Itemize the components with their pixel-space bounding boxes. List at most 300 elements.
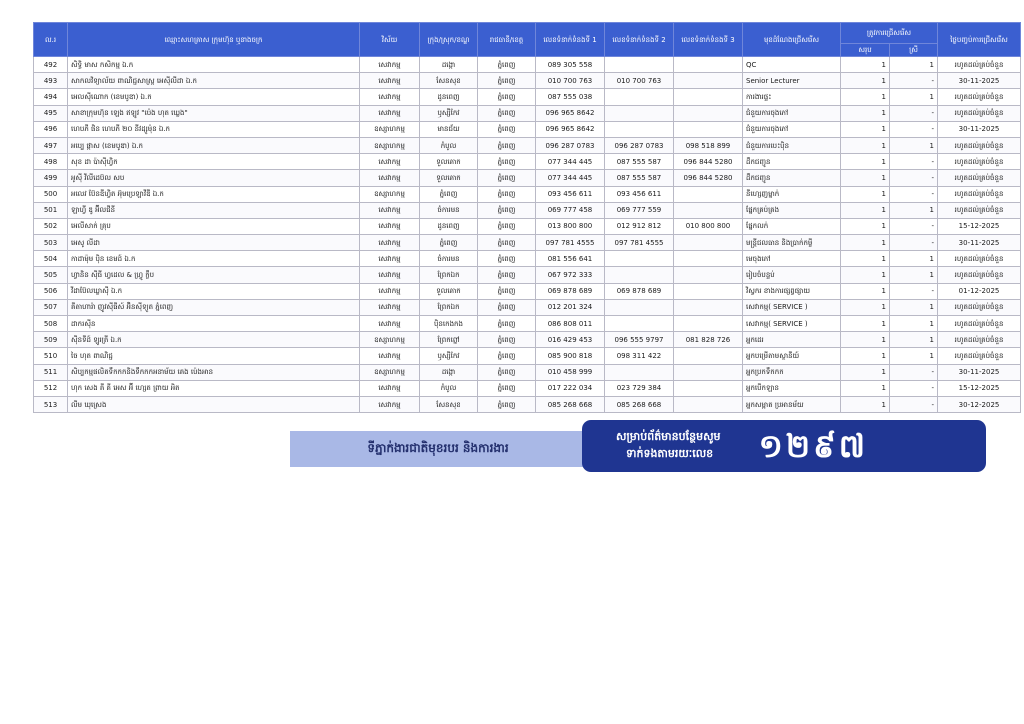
cell-phone-3: 010 800 800 [674, 218, 743, 234]
cell-female-count: 1 [890, 299, 938, 315]
cell-total-count: 1 [841, 154, 890, 170]
cell-deadline: 15-12-2025 [938, 380, 1021, 396]
table-row [34, 316, 1021, 332]
table-row [34, 186, 1021, 202]
cell-company-name: សាខាក្រុមហ៊ុន ឡេង ឥឡូវ "ប៉េង ហុត ឃ្លេង" [68, 105, 360, 121]
header-phone1: លេខទំនាក់ទំនងទី 1 [536, 23, 605, 57]
hotline-caption-line2: ទាក់ទងតាមរយៈលេខ [626, 447, 714, 460]
cell-female-count: - [890, 105, 938, 121]
cell-total-count: 1 [841, 348, 890, 364]
cell-row-no: 496 [34, 121, 68, 137]
cell-position: មេចុងភៅ [743, 251, 841, 267]
cell-phone-2 [605, 316, 674, 332]
cell-district: មានជ័យ [420, 121, 478, 137]
cell-total-count: 1 [841, 121, 890, 137]
cell-row-no: 494 [34, 89, 68, 105]
cell-deadline: រហូតដល់គ្រប់ចំនួន [938, 170, 1021, 186]
cell-province: ភ្នំពេញ [478, 235, 536, 251]
table-header [34, 23, 1021, 57]
cell-phone-1: 085 268 668 [536, 396, 605, 412]
cell-female-count: 1 [890, 267, 938, 283]
cell-phone-2: 097 781 4555 [605, 235, 674, 251]
cell-total-count: 1 [841, 202, 890, 218]
cell-female-count: 1 [890, 89, 938, 105]
cell-row-no: 500 [34, 186, 68, 202]
cell-phone-1: 096 287 0783 [536, 137, 605, 153]
cell-district: ព្រែកឯក [420, 299, 478, 315]
table-row [34, 267, 1021, 283]
cell-company-name: សុខ ដា ប៉ាស៊ីហ្វិក [68, 154, 360, 170]
cell-phone-3 [674, 121, 743, 137]
cell-deadline: រហូតដល់គ្រប់ចំនួន [938, 267, 1021, 283]
cell-total-count: 1 [841, 283, 890, 299]
header-province: រាជធានី/ខេត្ត [478, 23, 536, 57]
cell-sector: សេវាកម្ម [360, 73, 420, 89]
cell-deadline: 30-12-2025 [938, 396, 1021, 412]
cell-province: ភ្នំពេញ [478, 251, 536, 267]
cell-position: រៀបចំបន្ទប់ [743, 267, 841, 283]
cell-deadline: រហូតដល់គ្រប់ចំនួន [938, 299, 1021, 315]
cell-district: ទួលគោក [420, 170, 478, 186]
cell-phone-3 [674, 57, 743, 73]
table-body [34, 57, 1021, 413]
cell-district: ចំការមន [420, 202, 478, 218]
cell-deadline: រហូតដល់គ្រប់ចំនួន [938, 348, 1021, 364]
cell-row-no: 505 [34, 267, 68, 283]
cell-phone-2: 098 311 422 [605, 348, 674, 364]
cell-company-name: ដាករស៊ីន [68, 316, 360, 332]
cell-company-name: លីម ឃុស្រេង [68, 396, 360, 412]
cell-row-no: 511 [34, 364, 68, 380]
cell-female-count: - [890, 154, 938, 170]
cell-sector: សេវាកម្ម [360, 299, 420, 315]
cell-total-count: 1 [841, 251, 890, 267]
cell-deadline: 30-11-2025 [938, 235, 1021, 251]
cell-phone-2: 069 777 559 [605, 202, 674, 218]
cell-province: ភ្នំពេញ [478, 316, 536, 332]
cell-company-name: អប្បេ ផ្កាស (ខេមបូឌា) ឯ.ក [68, 137, 360, 153]
cell-phone-3 [674, 380, 743, 396]
cell-phone-3 [674, 316, 743, 332]
cell-deadline: រហូតដល់គ្រប់ចំនួន [938, 316, 1021, 332]
table-row [34, 57, 1021, 73]
cell-deadline: រហូតដល់គ្រប់ចំនួន [938, 57, 1021, 73]
cell-province: ភ្នំពេញ [478, 121, 536, 137]
cell-province: ភ្នំពេញ [478, 105, 536, 121]
cell-district: ទួលគោក [420, 154, 478, 170]
cell-female-count: 1 [890, 251, 938, 267]
cell-female-count: - [890, 283, 938, 299]
header-company: ឈ្មោះសហគ្រាស ក្រុមហ៊ុន ឬនាងចក្រ [68, 23, 360, 57]
table-row [34, 73, 1021, 89]
cell-row-no: 497 [34, 137, 68, 153]
cell-deadline: រហូតដល់គ្រប់ចំនួន [938, 137, 1021, 153]
cell-province: ភ្នំពេញ [478, 299, 536, 315]
cell-row-no: 512 [34, 380, 68, 396]
cell-total-count: 1 [841, 218, 890, 234]
cell-female-count: - [890, 218, 938, 234]
cell-total-count: 1 [841, 73, 890, 89]
table-row [34, 121, 1021, 137]
cell-sector: ឧស្សាហកម្ម [360, 332, 420, 348]
header-needed: ត្រូវការជ្រើសរើស [841, 23, 938, 44]
cell-row-no: 493 [34, 73, 68, 89]
cell-phone-1: 097 781 4555 [536, 235, 605, 251]
cell-province: ភ្នំពេញ [478, 57, 536, 73]
cell-sector: ឧស្សាហកម្ម [360, 364, 420, 380]
cell-phone-2 [605, 299, 674, 315]
table-row [34, 137, 1021, 153]
cell-female-count: - [890, 380, 938, 396]
cell-phone-1: 010 458 999 [536, 364, 605, 380]
cell-phone-3 [674, 267, 743, 283]
cell-female-count: 1 [890, 332, 938, 348]
cell-phone-2: 087 555 587 [605, 170, 674, 186]
cell-position: សេវាកម្ម( SERVICE ) [743, 316, 841, 332]
cell-position: QC [743, 57, 841, 73]
cell-district: ព្រែកឯក [420, 267, 478, 283]
cell-phone-2: 012 912 812 [605, 218, 674, 234]
cell-company-name: អេសូ លីដា [68, 235, 360, 251]
cell-phone-2: 087 555 587 [605, 154, 674, 170]
cell-phone-3 [674, 73, 743, 89]
cell-female-count: - [890, 364, 938, 380]
cell-province: ភ្នំពេញ [478, 396, 536, 412]
cell-sector: សេវាកម្ម [360, 396, 420, 412]
cell-row-no: 506 [34, 283, 68, 299]
cell-company-name: អេលស៊ីណោក (ខេមបូឌា) ឯ.ក [68, 89, 360, 105]
table-row [34, 396, 1021, 412]
cell-position: នីហ្សេញម្នាក់ [743, 186, 841, 202]
cell-phone-1: 013 800 800 [536, 218, 605, 234]
cell-row-no: 513 [34, 396, 68, 412]
cell-phone-3 [674, 235, 743, 251]
cell-position: ដឹកជញ្ជូន [743, 170, 841, 186]
cell-sector: ឧស្សាហកម្ម [360, 137, 420, 153]
cell-district: ទួលគោក [420, 283, 478, 299]
cell-phone-3: 098 518 899 [674, 137, 743, 153]
job-vacancy-table [33, 22, 1021, 413]
cell-total-count: 1 [841, 267, 890, 283]
cell-district: កំបូល [420, 380, 478, 396]
cell-province: ភ្នំពេញ [478, 137, 536, 153]
cell-deadline: រហូតដល់គ្រប់ចំនួន [938, 332, 1021, 348]
cell-phone-3: 096 844 5280 [674, 170, 743, 186]
cell-sector: សេវាកម្ម [360, 348, 420, 364]
cell-position: ជំនួយការបេះប៉ិន [743, 137, 841, 153]
hotline-number[interactable]: ១២៩៧ [758, 427, 868, 465]
cell-district: កំបូល [420, 137, 478, 153]
cell-phone-3: 096 844 5280 [674, 154, 743, 170]
cell-deadline: 15-12-2025 [938, 218, 1021, 234]
table-row [34, 380, 1021, 396]
cell-deadline: រហូតដល់គ្រប់ចំនួន [938, 154, 1021, 170]
cell-phone-2 [605, 121, 674, 137]
cell-total-count: 1 [841, 57, 890, 73]
cell-company-name: ឡាហ្វី ឌូ អ៊ីលជីនី [68, 202, 360, 218]
cell-row-no: 492 [34, 57, 68, 73]
cell-phone-1: 069 777 458 [536, 202, 605, 218]
cell-position: ផ្នែកលក់ [743, 218, 841, 234]
cell-row-no: 495 [34, 105, 68, 121]
cell-district: ដូនពេញ [420, 218, 478, 234]
cell-deadline: 30-11-2025 [938, 73, 1021, 89]
table-row [34, 251, 1021, 267]
cell-phone-1: 067 972 333 [536, 267, 605, 283]
cell-row-no: 503 [34, 235, 68, 251]
cell-total-count: 1 [841, 186, 890, 202]
cell-company-name: អលេវ ប៊ែនឌីហ្វិត អ៊ុមប្រេឡាវីឌី ឯ.ក [68, 186, 360, 202]
cell-company-name: ចៃ ហុត ពាណិជ្ជ [68, 348, 360, 364]
header-deadline: ថ្ងៃបញ្ចប់ការជ្រើសរើស [938, 23, 1021, 57]
cell-total-count: 1 [841, 105, 890, 121]
cell-row-no: 509 [34, 332, 68, 348]
cell-female-count: - [890, 73, 938, 89]
cell-phone-1: 085 900 818 [536, 348, 605, 364]
cell-phone-2 [605, 267, 674, 283]
cell-phone-2 [605, 89, 674, 105]
cell-province: ភ្នំពេញ [478, 348, 536, 364]
table-row [34, 202, 1021, 218]
table-row [34, 364, 1021, 380]
cell-company-name: ស៊ីនទីដ៍ ឡូរត្រី ឯ.ក [68, 332, 360, 348]
cell-female-count: - [890, 396, 938, 412]
table-row [34, 348, 1021, 364]
cell-province: ភ្នំពេញ [478, 364, 536, 380]
cell-phone-3 [674, 364, 743, 380]
table-row [34, 299, 1021, 315]
cell-row-no: 502 [34, 218, 68, 234]
cell-deadline: 30-11-2025 [938, 121, 1021, 137]
header-phone3: លេខទំនាក់ទំនងទី 3 [674, 23, 743, 57]
cell-phone-1: 069 878 689 [536, 283, 605, 299]
cell-deadline: 01-12-2025 [938, 283, 1021, 299]
cell-province: ភ្នំពេញ [478, 202, 536, 218]
cell-total-count: 1 [841, 299, 890, 315]
cell-deadline: រហូតដល់គ្រប់ចំនួន [938, 105, 1021, 121]
cell-position: ផ្នែកគ្រប់គ្រង [743, 202, 841, 218]
cell-company-name: អូស៊ី វីលីដេប៊ល សប [68, 170, 360, 186]
cell-district: ឫស្សីកែវ [420, 105, 478, 121]
cell-province: ភ្នំពេញ [478, 380, 536, 396]
cell-district: ភ្នំពេញ [420, 235, 478, 251]
cell-female-count: 1 [890, 137, 938, 153]
cell-phone-2: 085 268 668 [605, 396, 674, 412]
cell-company-name: កាដាម៉ុម ប៉ិន ខេមដ៍ ឯ.ក [68, 251, 360, 267]
cell-phone-1: 087 555 038 [536, 89, 605, 105]
cell-row-no: 499 [34, 170, 68, 186]
cell-phone-1: 096 965 8642 [536, 121, 605, 137]
cell-province: ភ្នំពេញ [478, 154, 536, 170]
cell-phone-3 [674, 283, 743, 299]
cell-position: Senior Lecturer [743, 73, 841, 89]
cell-sector: សេវាកម្ម [360, 202, 420, 218]
cell-female-count: - [890, 121, 938, 137]
cell-phone-2 [605, 364, 674, 380]
cell-total-count: 1 [841, 380, 890, 396]
table-row [34, 105, 1021, 121]
cell-phone-3 [674, 299, 743, 315]
cell-phone-3 [674, 251, 743, 267]
cell-phone-2 [605, 105, 674, 121]
table-row [34, 332, 1021, 348]
header-phone2: លេខទំនាក់ទំនងទី 2 [605, 23, 674, 57]
cell-sector: សេវាកម្ម [360, 267, 420, 283]
job-table-sheet [33, 22, 1008, 413]
cell-province: ភ្នំពេញ [478, 332, 536, 348]
cell-deadline: រហូតដល់គ្រប់ចំនួន [938, 251, 1021, 267]
cell-total-count: 1 [841, 316, 890, 332]
table-row [34, 235, 1021, 251]
cell-phone-1: 089 305 558 [536, 57, 605, 73]
cell-phone-3 [674, 105, 743, 121]
cell-sector: ឧស្សាហកម្ម [360, 121, 420, 137]
cell-position: អ្នកដេរ [743, 332, 841, 348]
cell-phone-3 [674, 396, 743, 412]
cell-sector: សេវាកម្ម [360, 89, 420, 105]
header-total: សរុប [841, 44, 890, 57]
cell-female-count: 1 [890, 202, 938, 218]
cell-sector: សេវាកម្ម [360, 105, 420, 121]
cell-district: ដូនពេញ [420, 89, 478, 105]
cell-position: សេវាកម្ម( SERVICE ) [743, 299, 841, 315]
table-row [34, 218, 1021, 234]
cell-district: ប៉ិនកេងកង [420, 316, 478, 332]
table-row [34, 154, 1021, 170]
header-sector: វិស័យ [360, 23, 420, 57]
cell-phone-1: 081 556 641 [536, 251, 605, 267]
cell-company-name: ហុក សេង គី គី អេស អ៊ី ហ្សេត ព្រាយ អិត [68, 380, 360, 396]
cell-sector: សេវាកម្ម [360, 170, 420, 186]
cell-deadline: រហូតដល់គ្រប់ចំនួន [938, 89, 1021, 105]
cell-phone-1: 077 344 445 [536, 170, 605, 186]
table-row [34, 89, 1021, 105]
table-row [34, 283, 1021, 299]
cell-sector: សេវាកម្ម [360, 154, 420, 170]
cell-phone-3 [674, 202, 743, 218]
cell-company-name: សិទ្ធិ មាស កសិកម្ម ឯ.ក [68, 57, 360, 73]
cell-position: វិស្វករ ខាងការផ្សព្វផ្សាយ [743, 283, 841, 299]
cell-female-count: - [890, 170, 938, 186]
cell-position: ជំនួយការចុងភៅ [743, 105, 841, 121]
cell-phone-2: 010 700 763 [605, 73, 674, 89]
cell-female-count: - [890, 186, 938, 202]
header-position: មុខដំណែងជ្រើសរើស [743, 23, 841, 57]
cell-sector: សេវាកម្ម [360, 235, 420, 251]
cell-sector: សេវាកម្ម [360, 251, 420, 267]
cell-sector: ឧស្សាហកម្ម [360, 186, 420, 202]
cell-province: ភ្នំពេញ [478, 73, 536, 89]
cell-sector: សេវាកម្ម [360, 57, 420, 73]
cell-total-count: 1 [841, 170, 890, 186]
cell-district: ភ្នំពេញ [420, 186, 478, 202]
cell-phone-2: 023 729 384 [605, 380, 674, 396]
cell-position: អ្នកបម្រើតាមស្ថានីយ៍ [743, 348, 841, 364]
cell-province: ភ្នំពេញ [478, 89, 536, 105]
cell-phone-1: 096 965 8642 [536, 105, 605, 121]
cell-company-name: ហ្វានិន ស៊ីធី ហ្វដេល & ហ្វ្រូ ក្លឹប [68, 267, 360, 283]
cell-sector: សេវាកម្ម [360, 316, 420, 332]
header-no: ល.រ [34, 23, 68, 57]
cell-district: ចំការមន [420, 251, 478, 267]
cell-total-count: 1 [841, 396, 890, 412]
cell-phone-2: 093 456 611 [605, 186, 674, 202]
cell-district: ដង្កោ [420, 364, 478, 380]
cell-phone-1: 093 456 611 [536, 186, 605, 202]
cell-total-count: 1 [841, 364, 890, 380]
cell-row-no: 507 [34, 299, 68, 315]
cell-province: ភ្នំពេញ [478, 283, 536, 299]
cell-total-count: 1 [841, 137, 890, 153]
cell-phone-2: 069 878 689 [605, 283, 674, 299]
cell-phone-1: 077 344 445 [536, 154, 605, 170]
cell-sector: សេវាកម្ម [360, 218, 420, 234]
header-female: ស្រី [890, 44, 938, 57]
cell-total-count: 1 [841, 235, 890, 251]
cell-phone-1: 017 222 034 [536, 380, 605, 396]
cell-phone-3 [674, 89, 743, 105]
cell-female-count: 1 [890, 316, 938, 332]
cell-sector: សេវាកម្ម [360, 380, 420, 396]
cell-phone-2: 096 555 9797 [605, 332, 674, 348]
cell-row-no: 510 [34, 348, 68, 364]
cell-district: ឫស្សីកែវ [420, 348, 478, 364]
cell-company-name: ហេបភី ផិន ហេបភី ២០ នីវដ្សូម៉ុន ឯ.ក [68, 121, 360, 137]
table-row [34, 170, 1021, 186]
cell-phone-1: 012 201 324 [536, 299, 605, 315]
cell-company-name: គីតាហារ៉ា ញូវស៊ីធីស៍ អ៊ិនស៊ីទ្យូត ភ្នំពេញ [68, 299, 360, 315]
cell-position: អ្នកបើកឡាន [743, 380, 841, 396]
agency-name: ទីភ្នាក់ងារជាតិមុខរបរ និងការងារ [367, 441, 509, 455]
cell-position: ការងារផ្ទះ [743, 89, 841, 105]
cell-position: ជំនួយការចុងភៅ [743, 121, 841, 137]
cell-company-name: សាកលវិទ្យាល័យ ពាណិជ្ជសាស្ត្រ អេស៊ីលីដា ឯ.ក [68, 73, 360, 89]
cell-phone-1: 016 429 453 [536, 332, 605, 348]
cell-phone-2 [605, 57, 674, 73]
cell-female-count: 1 [890, 57, 938, 73]
cell-province: ភ្នំពេញ [478, 218, 536, 234]
cell-phone-2 [605, 251, 674, 267]
cell-position: ដឹកជញ្ជូន [743, 154, 841, 170]
cell-district: ដង្កោ [420, 57, 478, 73]
cell-district: ព្រែកព្នៅ [420, 332, 478, 348]
cell-total-count: 1 [841, 89, 890, 105]
cell-phone-3 [674, 186, 743, 202]
cell-deadline: 30-11-2025 [938, 364, 1021, 380]
cell-position: អ្នកប្រកទឹកកក [743, 364, 841, 380]
cell-row-no: 498 [34, 154, 68, 170]
cell-phone-1: 086 808 011 [536, 316, 605, 332]
cell-position: អ្នកសម្អាត ប្រអានម័យ [743, 396, 841, 412]
cell-female-count: - [890, 235, 938, 251]
cell-phone-1: 010 700 763 [536, 73, 605, 89]
cell-phone-3 [674, 348, 743, 364]
cell-district: សែនសុខ [420, 73, 478, 89]
hotline-banner [582, 420, 986, 472]
cell-deadline: រហូតដល់គ្រប់ចំនួន [938, 202, 1021, 218]
cell-phone-3: 081 828 726 [674, 332, 743, 348]
cell-total-count: 1 [841, 332, 890, 348]
cell-female-count: 1 [890, 348, 938, 364]
cell-province: ភ្នំពេញ [478, 267, 536, 283]
agency-name-banner [290, 431, 586, 467]
cell-company-name: សិប្បកម្មផលិតទឹកកកនិងទឹកកកអនាម័យ គេង ប៉េងអាន [68, 364, 360, 380]
cell-company-name: អេលីសាក់ គ្រុប [68, 218, 360, 234]
cell-province: ភ្នំពេញ [478, 186, 536, 202]
header-district: ក្រុង/ស្រុក/ខណ្ឌ [420, 23, 478, 57]
cell-district: សែនសុខ [420, 396, 478, 412]
cell-phone-2: 096 287 0783 [605, 137, 674, 153]
